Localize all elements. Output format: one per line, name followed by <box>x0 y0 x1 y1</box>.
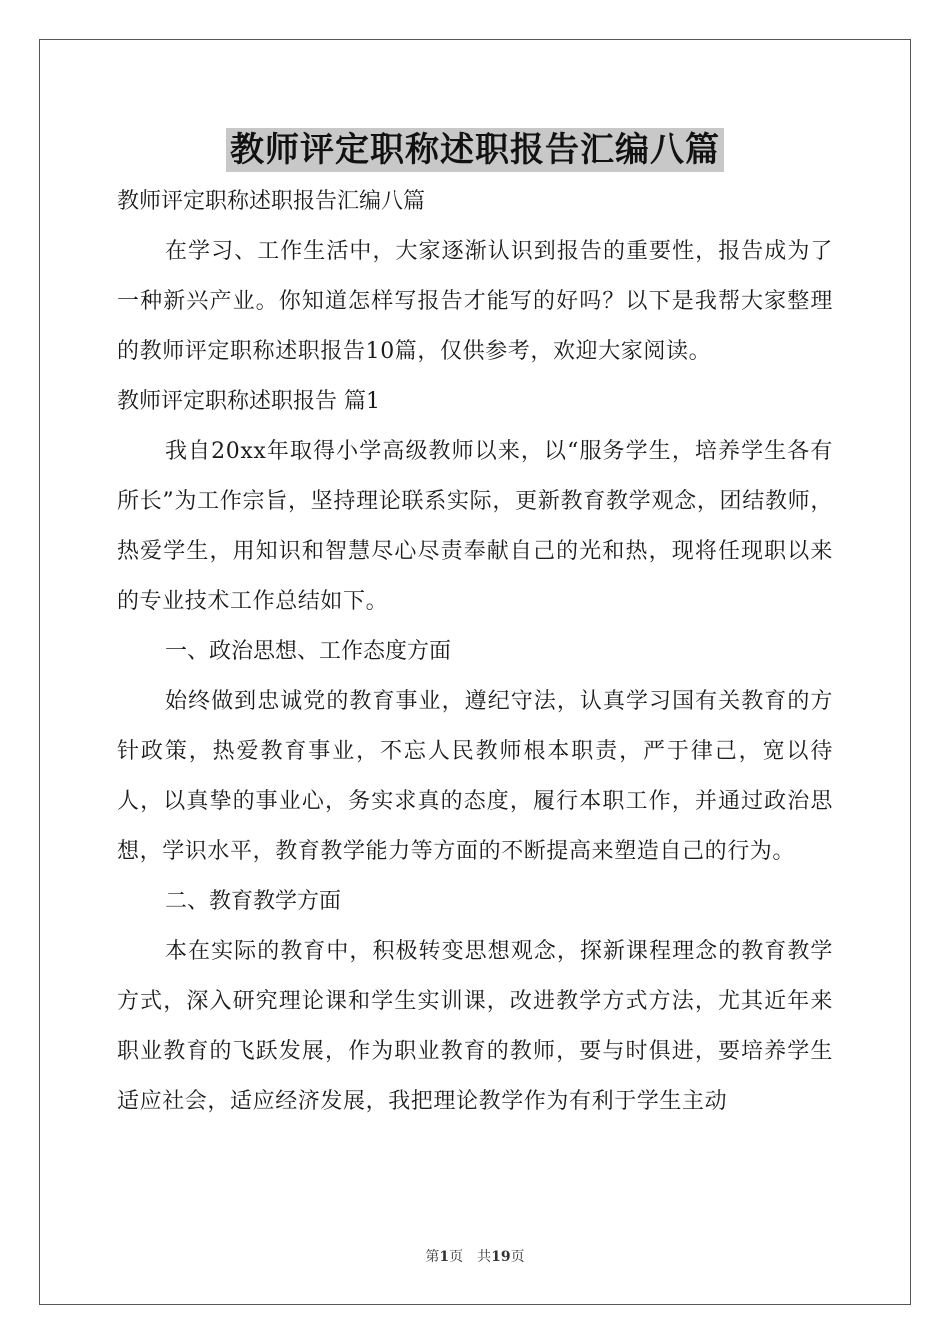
page-suffix: 页 <box>510 1249 525 1265</box>
heading-teaching: 二、教育教学方面 <box>165 889 342 914</box>
heading-politics: 一、政治思想、工作态度方面 <box>165 639 452 664</box>
paragraph-3: 本在实际的教育中，积极转变思想观念，探新课程理念的教育教学方式，深入研究理论课和学生实训课，改进教学方式方法，尤其近年来职业教育的飞跃发展，作为职业教育的教师，要与时俱进，要培养学生适应社会，适应经济发展，我把理论教学作为有利于学生主动 <box>117 939 833 1114</box>
paragraph-1: 我自20xx年取得小学高级教师以来，以“服务学生，培养学生各有所长”为工作宗旨，坚持理论联系实际，更新教育教学观念，团结教师，热爱学生，用知识和智慧尽心尽责奉献自己的光和热，现将任现职以来的专业技术工作总结如下。 <box>117 439 833 614</box>
page-prefix: 第 <box>425 1249 440 1265</box>
title-wrap <box>0 128 950 172</box>
page-current: 1 <box>439 1249 450 1265</box>
page-total: 19 <box>491 1249 511 1265</box>
document-subtitle: 教师评定职称述职报告汇编八篇 <box>117 189 426 214</box>
page-footer <box>0 1246 950 1266</box>
document-body <box>117 177 833 1127</box>
intro-paragraph: 在学习、工作生活中，大家逐渐认识到报告的重要性，报告成为了一种新兴产业。你知道怎样写报告才能写的好吗？以下是我帮大家整理的教师评定职称述职报告10篇，仅供参考，欢迎大家阅读。 <box>117 239 833 364</box>
paragraph-2: 始终做到忠诚党的教育事业，遵纪守法，认真学习国有关教育的方针政策，热爱教育事业，不忘人民教师根本职责，严于律己，宽以待人，以真挚的事业心，务实求真的态度，履行本职工作，并通过政治思想，学识水平，教育教学能力等方面的不断提高来塑造自己的行为。 <box>117 689 833 864</box>
page-mid: 页 共 <box>449 1249 492 1265</box>
document-title: 教师评定职称述职报告汇编八篇 <box>226 128 724 172</box>
section-heading: 教师评定职称述职报告 篇1 <box>117 389 380 414</box>
